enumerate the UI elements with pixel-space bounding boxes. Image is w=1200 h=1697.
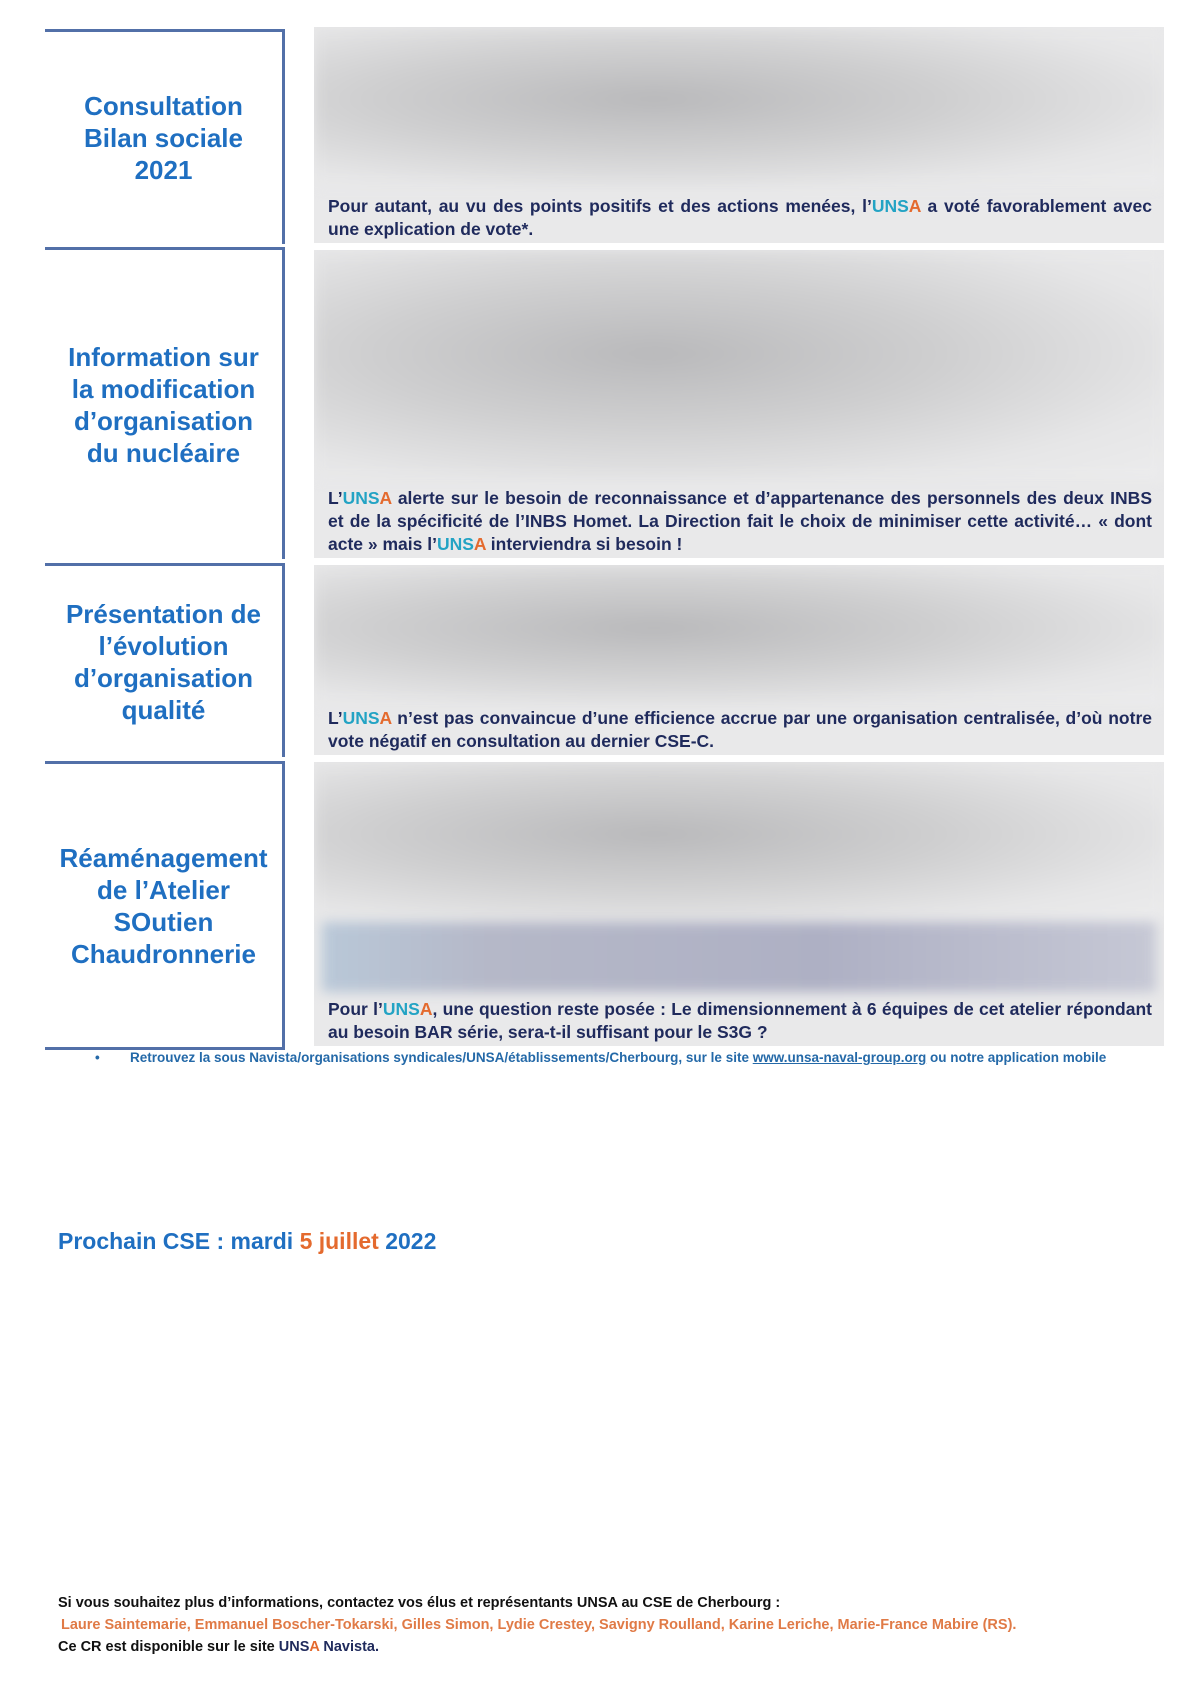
section-box-atelier-soutien (314, 762, 1164, 1046)
availability-note: Ce CR est disponible sur le site UNSA Navista. (58, 1639, 379, 1655)
section-title-atelier-soutien (45, 761, 285, 1050)
redacted-content-blue (322, 922, 1156, 992)
redacted-content (314, 250, 1164, 480)
redacted-content (314, 565, 1164, 705)
section-box-organisation-nucleaire (314, 250, 1164, 558)
section-title-text: Consultation Bilan sociale 2021 (84, 91, 243, 185)
unsa-logo-text: UNS (871, 196, 909, 216)
redacted-content (314, 762, 1164, 922)
section-comment: Pour l’UNSA, une question reste posée : Le dimensionnement à 6 équipes de cet atelier répondant au besoin BAR série, sera-t-il suffisant pour le S3G ? (328, 999, 1152, 1042)
section-title-bilan-social (45, 29, 285, 244)
section-title-organisation-qualite (45, 563, 285, 757)
contact-block (58, 1592, 1158, 1658)
section-title-text: Réaménagement de l’Atelier SOutien Chaudronnerie (59, 842, 268, 969)
section-box-bilan-social (314, 27, 1164, 243)
section-box-organisation-qualite (314, 565, 1164, 755)
section-title-text: Présentation de l’évolution d’organisation qualité (65, 598, 262, 725)
section-title-organisation-nucleaire (45, 247, 285, 559)
contact-intro: Si vous souhaitez plus d’informations, contactez vos élus et représentants UNSA au CSE de Cherbourg : (58, 1595, 781, 1611)
section-comment: L’UNSA n’est pas convaincue d’une efficience accrue par une organisation centralisée, d’où notre vote négatif en consultation au dernier CSE-C. (328, 708, 1152, 751)
section-comment: Pour autant, au vu des points positifs et des actions menées, l’UNSA a voté favorablement avec une explication de vote*. (328, 196, 1153, 239)
representatives-names: Laure Saintemarie, Emmanuel Boscher-Tokarski, Gilles Simon, Lydie Crestey, Savigny Roulland, Karine Leriche, Marie-France Mabire (RS). (61, 1617, 1017, 1633)
next-cse-date: Prochain CSE : mardi 5 juillet 2022 (58, 1228, 437, 1254)
section-title-text: Information sur la modification d’organisation du nucléaire (68, 341, 259, 468)
bullet-icon: • (95, 1050, 100, 1065)
unsa-website-link[interactable]: www.unsa-naval-group.org (752, 1050, 927, 1065)
redacted-content (314, 27, 1164, 187)
footnote: • Retrouvez la sous Navista/organisations syndicales/UNSA/établissements/Cherbourg, sur le site www.unsa-naval-group.org ou notre application mobile (95, 1050, 1107, 1065)
section-comment: L’UNSA alerte sur le besoin de reconnaissance et d’appartenance des personnels des deux INBS et de la spécificité de l’INBS Homet. La Direction fait le choix de minimiser cette activité… « dont acte » mais l’UNSA interviendra si besoin ! (328, 488, 1152, 554)
